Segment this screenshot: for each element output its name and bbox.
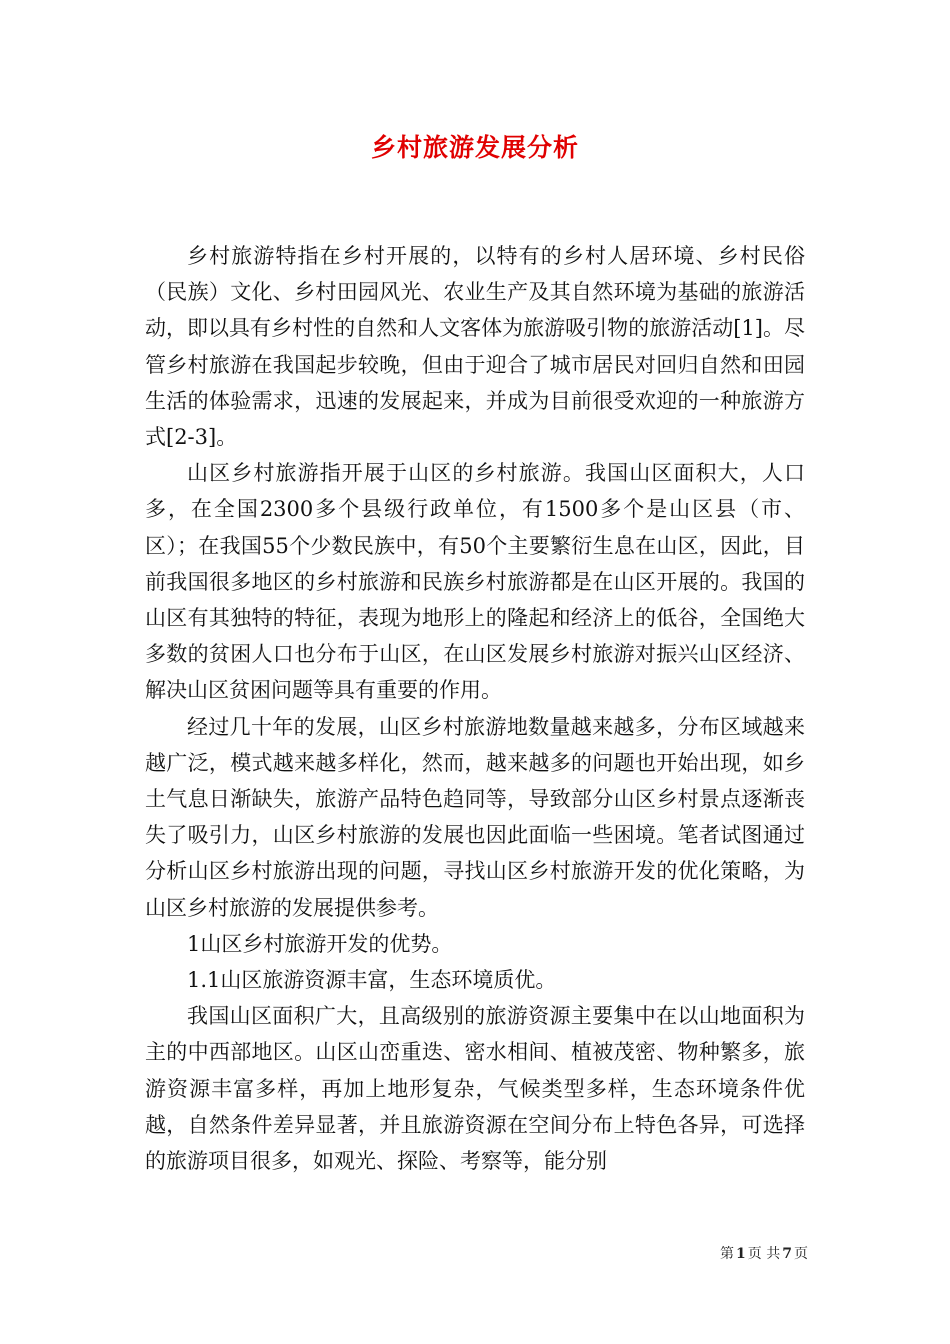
- document-body: [145, 238, 805, 1179]
- section-heading: 1山区乡村旅游开发的优势。: [187, 931, 453, 956]
- page-footer: [720, 1245, 808, 1263]
- paragraph: 山区乡村旅游指开展于山区的乡村旅游。我国山区面积大，人口多，在全国2300多个县级行政单位，有1500多个是山区县（市、区）；在我国55个少数民族中，有50个主要繁衍生息在山区，因此，目前我国很多地区的乡村旅游和民族乡村旅游都是在山区开展的。我国的山区有其独特的特征，表现为地形上的隆起和经济上的低谷，全国绝大多数的贫困人口也分布于山区，在山区发展乡村旅游对振兴山区经济、解决山区贫困问题等具有重要的作用。: [145, 461, 805, 703]
- paragraph: 我国山区面积广大，且高级别的旅游资源主要集中在以山地面积为主的中西部地区。山区山峦重迭、密水相间、植被茂密、物种繁多，旅游资源丰富多样，再加上地形复杂，气候类型多样，生态环境条件优越，自然条件差异显著，并且旅游资源在空间分布上特色各异，可选择的旅游项目很多，如观光、探险、考察等，能分别: [145, 1004, 805, 1174]
- footer-prefix: 第: [720, 1246, 735, 1262]
- footer-middle: 页 共: [747, 1246, 781, 1262]
- total-pages-number: 7: [782, 1246, 792, 1262]
- subsection-heading: 1.1山区旅游资源丰富，生态环境质优。: [187, 968, 557, 993]
- current-page-number: 1: [736, 1246, 746, 1262]
- paragraph: 乡村旅游特指在乡村开展的，以特有的乡村人居环境、乡村民俗（民族）文化、乡村田园风光、农业生产及其自然环境为基础的旅游活动，即以具有乡村性的自然和人文客体为旅游吸引物的旅游活动[1]。尽管乡村旅游在我国起步较晚，但由于迎合了城市居民对回归自然和田园生活的体验需求，迅速的发展起来，并成为目前很受欢迎的一种旅游方式[2-3]。: [145, 244, 805, 450]
- document-title: 乡村旅游发展分析: [370, 133, 579, 162]
- footer-suffix: 页: [794, 1246, 808, 1262]
- paragraph: 经过几十年的发展，山区乡村旅游地数量越来越多，分布区域越来越广泛，模式越来越多样化，然而，越来越多的问题也开始出现，如乡土气息日渐缺失，旅游产品特色趋同等，导致部分山区乡村景点逐渐丧失了吸引力，山区乡村旅游的发展也因此面临一些困境。笔者试图通过分析山区乡村旅游出现的问题，寻找山区乡村旅游开发的优化策略，为山区乡村旅游的发展提供参考。: [145, 714, 805, 920]
